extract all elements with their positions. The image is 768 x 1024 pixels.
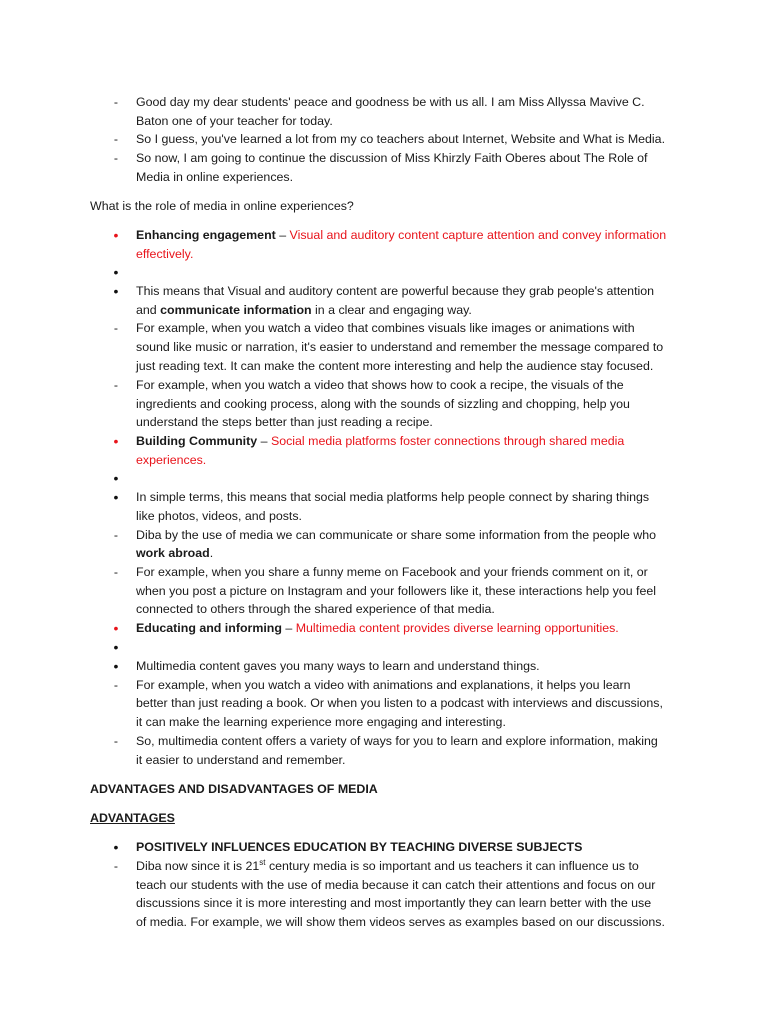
advantage-title: POSITIVELY INFLUENCES EDUCATION BY TEACHING DIVERSE SUBJECTS <box>136 840 583 854</box>
engagement-example: understand the steps better than just reading a recipe. <box>136 415 433 429</box>
community-title: Building Community <box>136 434 258 448</box>
educating-def: Multimedia content provides diverse learning opportunities. <box>295 621 619 635</box>
dash-marker: - <box>113 321 119 335</box>
engagement-meaning: This means that Visual and auditory content are powerful because they grab people's attention <box>136 284 655 298</box>
engagement-example: For example, when you watch a video that shows how to cook a recipe, the visuals of the <box>136 378 624 392</box>
engagement-title: Enhancing engagement <box>136 228 276 242</box>
text-segment: and <box>136 303 161 317</box>
empty-bullet: • <box>113 264 119 280</box>
community-note <box>136 544 213 563</box>
dash-marker: - <box>113 151 119 165</box>
section-question: What is the role of media in online experiences? <box>90 199 354 213</box>
educating-definition <box>136 619 619 638</box>
dash-marker: - <box>113 528 119 542</box>
dash-marker: - <box>113 734 119 748</box>
intro-line: Baton one of your teacher for today. <box>136 114 333 128</box>
intro-line: So I guess, you've learned a lot from my co teachers about Internet, Website and What is Media. <box>136 132 666 146</box>
empty-bullet: • <box>113 470 119 486</box>
superscript: st <box>259 857 266 867</box>
text-segment: Diba now since it is 21 <box>136 859 260 873</box>
advantage-text: teach our students with the use of media because it can catch their attentions and focus on our <box>136 878 656 892</box>
dash-marker: - <box>113 378 119 392</box>
engagement-meaning <box>136 301 472 320</box>
subsection-heading: ADVANTAGES <box>90 811 175 825</box>
bold-phrase: work abroad <box>136 546 210 560</box>
separator: – <box>275 228 290 242</box>
dash-marker: - <box>113 678 119 692</box>
advantage-text: discussions since it is more interesting and most importantly they can learn better with the use <box>136 896 652 910</box>
dash-marker: - <box>113 565 119 579</box>
community-meaning: In simple terms, this means that social media platforms help people connect by sharing things <box>136 490 650 504</box>
red-bullet: • <box>113 227 119 243</box>
community-note: Diba by the use of media we can communicate or share some information from the people who <box>136 528 656 542</box>
educating-example: better than just reading a book. Or when you listen to a podcast with interviews and discussions, <box>136 696 663 710</box>
community-example: connected to others through the shared experience of that media. <box>136 602 495 616</box>
educating-title: Educating and informing <box>136 621 282 635</box>
educating-summary: So, multimedia content offers a variety of ways for you to learn and explore information, making <box>136 734 658 748</box>
educating-example: it can make the learning experience more engaging and interesting. <box>136 715 506 729</box>
educating-meaning: Multimedia content gaves you many ways to learn and understand things. <box>136 659 540 673</box>
advantage-text <box>136 857 639 876</box>
engagement-def-cont: effectively. <box>136 247 194 261</box>
empty-bullet: • <box>113 639 119 655</box>
community-example: For example, when you share a funny meme on Facebook and your friends comment on it, or <box>136 565 648 579</box>
community-meaning: like photos, videos, and posts. <box>136 509 302 523</box>
separator: – <box>281 621 296 635</box>
text-segment: . <box>209 546 214 560</box>
separator: – <box>257 434 271 448</box>
red-bullet: • <box>113 433 119 449</box>
dash-marker: - <box>113 859 119 873</box>
bullet: • <box>113 283 119 299</box>
community-example: when you post a picture on Instagram and your followers like it, these interactions help you feel <box>136 584 657 598</box>
dash-marker: - <box>113 132 119 146</box>
bullet: • <box>113 489 119 505</box>
engagement-example: For example, when you watch a video that combines visuals like images or animations with <box>136 321 635 335</box>
red-bullet: • <box>113 620 119 636</box>
engagement-def: Visual and auditory content capture attention and convey information <box>289 228 667 242</box>
engagement-definition <box>136 226 666 245</box>
text-segment: century media is so important and us teachers it can influence us to <box>265 859 639 873</box>
advantage-text: of media. For example, we will show them videos serves as examples based on our discussions. <box>136 915 665 929</box>
educating-summary: it easier to understand and remember. <box>136 753 346 767</box>
intro-line: Good day my dear students' peace and goodness be with us all. I am Miss Allyssa Mavive C. <box>136 95 645 109</box>
bold-phrase: communicate information <box>160 303 312 317</box>
engagement-example: ingredients and cooking process, along with the sounds of sizzling and chopping, help you <box>136 397 630 411</box>
dash-marker: - <box>113 95 119 109</box>
intro-line: So now, I am going to continue the discussion of Miss Khirzly Faith Oberes about The Role of <box>136 151 648 165</box>
engagement-example: just reading text. It can make the content more interesting and help the audience stay focused. <box>136 359 654 373</box>
bullet: • <box>113 839 119 855</box>
text-segment: in a clear and engaging way. <box>311 303 472 317</box>
community-def: Social media platforms foster connections through shared media <box>270 434 625 448</box>
bullet: • <box>113 658 119 674</box>
section-heading: ADVANTAGES AND DISADVANTAGES OF MEDIA <box>90 782 378 796</box>
educating-example: For example, when you watch a video with animations and explanations, it helps you learn <box>136 678 631 692</box>
intro-line: Media in online experiences. <box>136 170 294 184</box>
engagement-example: sound like music or narration, it's easier to understand and remember the message compared to <box>136 340 664 354</box>
community-definition <box>136 432 624 451</box>
community-def-cont: experiences. <box>136 453 207 467</box>
